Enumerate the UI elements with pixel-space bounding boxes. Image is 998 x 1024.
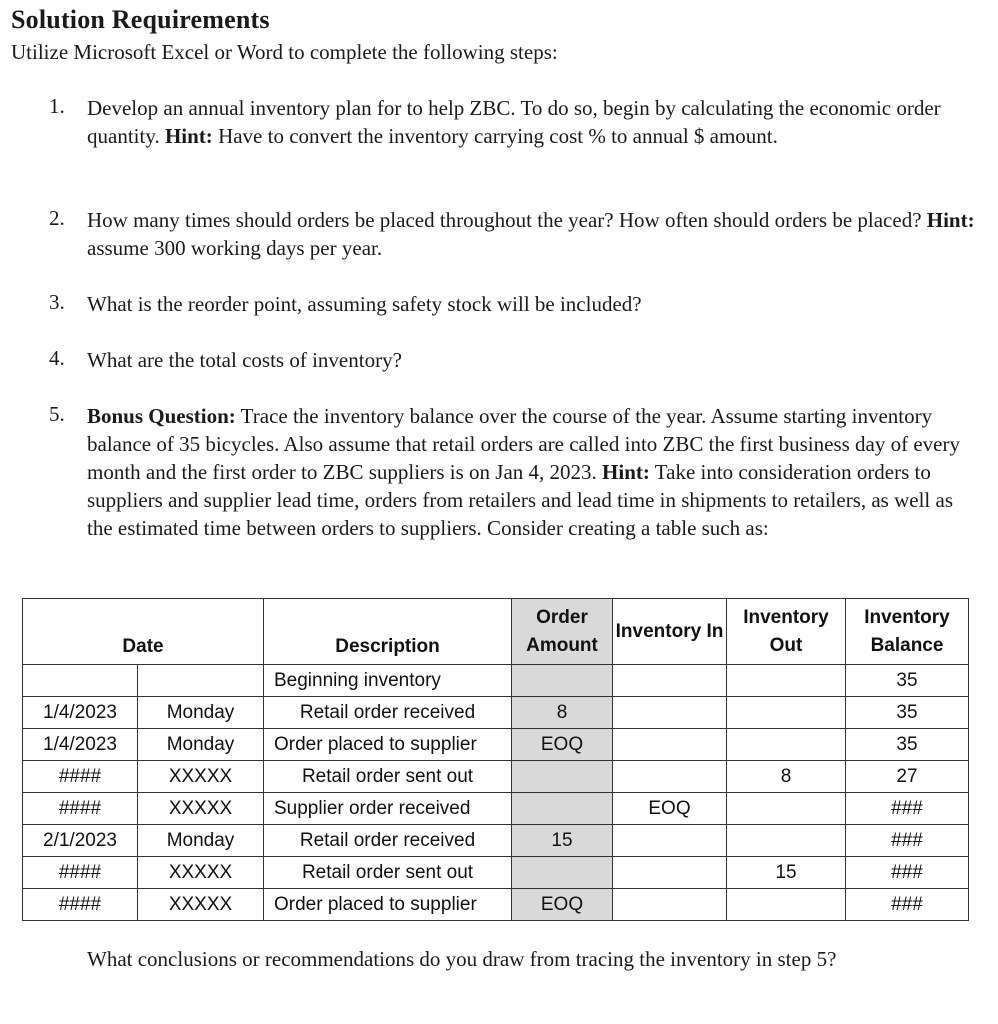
hint-label: Hint: [164, 124, 213, 148]
step-text: What are the total costs of inventory? [87, 348, 402, 372]
cell-inventory-balance: 35 [846, 729, 969, 761]
table-row [23, 761, 969, 793]
header-inventory-balance: Inventory Balance [846, 599, 969, 665]
cell-order-amount: EOQ [512, 729, 613, 761]
cell-day: Monday [138, 697, 264, 729]
cell-inventory-in [613, 665, 727, 697]
table-row [23, 665, 969, 697]
cell-inventory-in [613, 857, 727, 889]
cell-description: Supplier order received [264, 793, 512, 825]
step-text [87, 402, 982, 542]
step-number: 4. [49, 346, 65, 370]
cell-description: Order placed to supplier [264, 889, 512, 921]
cell-date: 1/4/2023 [23, 729, 138, 761]
table-row [23, 697, 969, 729]
cell-day: XXXXX [138, 889, 264, 921]
table-row [23, 825, 969, 857]
cell-day: XXXXX [138, 857, 264, 889]
cell-inventory-in [613, 889, 727, 921]
page-title: Solution Requirements [11, 5, 270, 34]
cell-date: #### [23, 857, 138, 889]
hint-label: Hint: [602, 460, 650, 484]
table-row [23, 889, 969, 921]
step-text: What is the reorder point, assuming safety stock will be included? [87, 292, 642, 316]
cell-inventory-in: EOQ [613, 793, 727, 825]
cell-inventory-balance: 35 [846, 697, 969, 729]
cell-order-amount [512, 793, 613, 825]
cell-inventory-balance: 27 [846, 761, 969, 793]
cell-inventory-out: 15 [727, 857, 846, 889]
header-order-amount: Order Amount [512, 599, 613, 665]
header-inventory-in: Inventory In [613, 599, 727, 665]
hint-label: Hint: [926, 208, 975, 232]
cell-inventory-balance: ### [846, 857, 969, 889]
cell-inventory-out [727, 793, 846, 825]
cell-day: Monday [138, 825, 264, 857]
cell-inventory-in [613, 729, 727, 761]
header-description: Description [264, 599, 512, 665]
header-inventory-out: Inventory Out [727, 599, 846, 665]
table-row [23, 857, 969, 889]
cell-date [23, 665, 138, 697]
cell-description: Retail order received [264, 697, 512, 729]
cell-day: XXXXX [138, 793, 264, 825]
cell-description: Retail order sent out [264, 857, 512, 889]
cell-inventory-out [727, 825, 846, 857]
cell-day: XXXXX [138, 761, 264, 793]
cell-day: Monday [138, 729, 264, 761]
step-text [87, 206, 982, 262]
cell-inventory-in [613, 825, 727, 857]
table-body [23, 665, 969, 921]
cell-description: Retail order sent out [264, 761, 512, 793]
table-row [23, 729, 969, 761]
step-text-part: How many times should orders be placed throughout the year? How often should orders be placed? [87, 208, 927, 232]
cell-inventory-out [727, 697, 846, 729]
cell-date: #### [23, 793, 138, 825]
cell-date: #### [23, 761, 138, 793]
step-number: 2. [49, 206, 65, 230]
step-text-part: Trace the inventory balance over the course of the year. Assume starting inventory balance of 35 bicycles. Also assume that retail orders are called into ZBC the first business day of every month and the first order to ZBC suppliers is on Jan 4, 2023. [87, 404, 960, 484]
step-text-part: Develop an annual inventory plan for to help ZBC. To do so, begin by calculating the economic order quantity. [87, 96, 941, 148]
step-text [87, 94, 982, 150]
cell-date: #### [23, 889, 138, 921]
step-text-part: Have to convert the inventory carrying cost % to annual $ amount. [212, 124, 778, 148]
cell-date: 1/4/2023 [23, 697, 138, 729]
cell-inventory-in [613, 761, 727, 793]
header-date: Date [23, 599, 264, 665]
bonus-label: Bonus Question: [87, 404, 236, 428]
cell-description: Beginning inventory [264, 665, 512, 697]
cell-order-amount: 8 [512, 697, 613, 729]
cell-order-amount [512, 665, 613, 697]
cell-inventory-in [613, 697, 727, 729]
cell-date: 2/1/2023 [23, 825, 138, 857]
cell-order-amount [512, 761, 613, 793]
step-number: 5. [49, 402, 65, 426]
cell-inventory-out [727, 889, 846, 921]
step-text-part: assume 300 working days per year. [87, 236, 383, 260]
cell-description: Order placed to supplier [264, 729, 512, 761]
table-header-row [23, 599, 969, 665]
cell-inventory-balance: 35 [846, 665, 969, 697]
step-number: 1. [49, 94, 65, 118]
cell-order-amount: 15 [512, 825, 613, 857]
conclusion-question: What conclusions or recommendations do you draw from tracing the inventory in step 5? [87, 947, 837, 971]
table-row [23, 793, 969, 825]
cell-order-amount [512, 857, 613, 889]
cell-day [138, 665, 264, 697]
cell-description: Retail order received [264, 825, 512, 857]
cell-inventory-out [727, 729, 846, 761]
cell-inventory-balance: ### [846, 825, 969, 857]
inventory-table [22, 598, 969, 921]
page-subtitle: Utilize Microsoft Excel or Word to complete the following steps: [11, 40, 558, 64]
cell-inventory-out: 8 [727, 761, 846, 793]
step-number: 3. [49, 290, 65, 314]
step-text-part: Take into consideration orders to suppliers and supplier lead time, orders from retailers and lead time in shipments to retailers, as well as the estimated time between orders to suppliers. Consider creating a table such as: [87, 460, 954, 540]
cell-inventory-out [727, 665, 846, 697]
cell-inventory-balance: ### [846, 793, 969, 825]
cell-inventory-balance: ### [846, 889, 969, 921]
cell-order-amount: EOQ [512, 889, 613, 921]
